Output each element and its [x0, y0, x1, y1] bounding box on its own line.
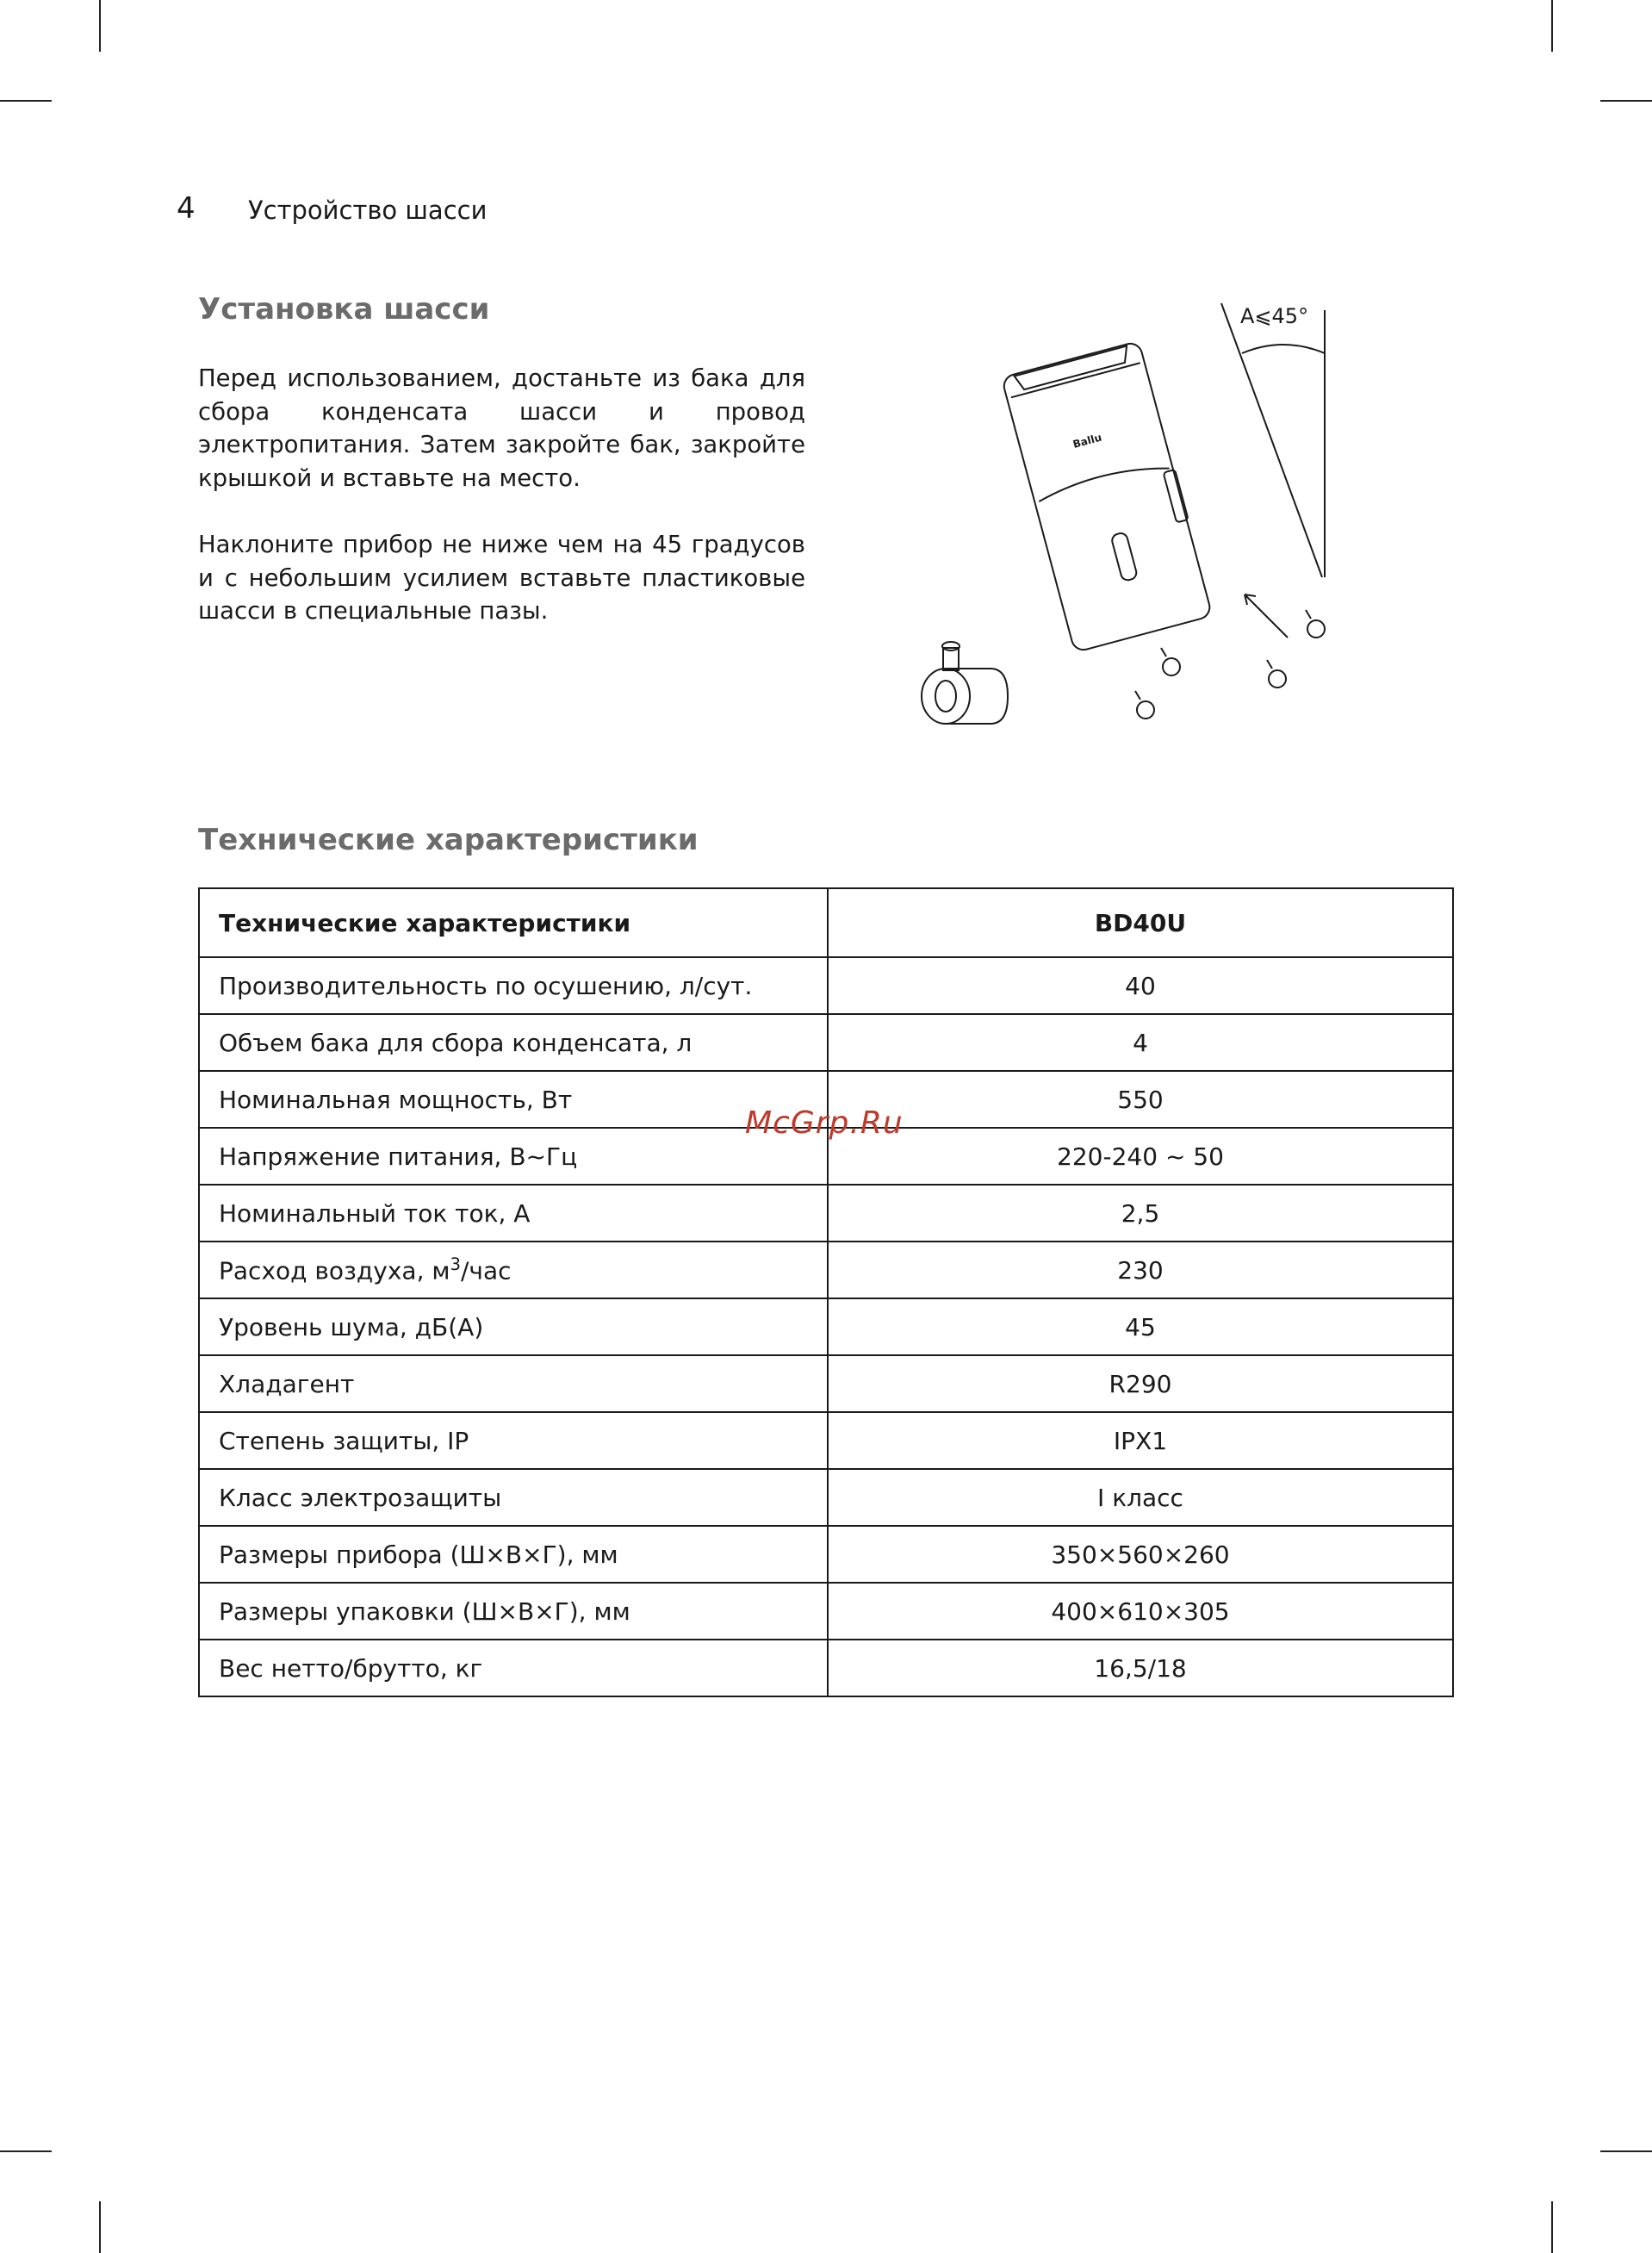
crop-mark — [99, 0, 101, 52]
table-row — [199, 1640, 1453, 1696]
value-cell: 550 — [828, 1071, 1453, 1128]
value-cell: 2,5 — [828, 1185, 1453, 1242]
param-cell: Номинальная мощность, Вт — [199, 1071, 828, 1128]
caster-small-icon — [1135, 691, 1154, 719]
angle-arc — [1242, 345, 1325, 353]
table-row — [199, 1583, 1453, 1640]
install-paragraph-2: Наклоните прибор не ниже чем на 45 градусов и с небольшим усилием вставьте пластиковые шасси в специальные пазы. — [198, 531, 805, 625]
param-cell: Номинальный ток ток, А — [199, 1185, 828, 1242]
param-cell: Объем бака для сбора конденсата, л — [199, 1014, 828, 1071]
table-header-row — [199, 888, 1453, 957]
param-cell: Хладагент — [199, 1355, 828, 1412]
install-heading: Установка шасси — [198, 292, 490, 327]
param-cell: Размеры упаковки (Ш×В×Г), мм — [199, 1583, 828, 1640]
value-cell: I класс — [828, 1469, 1453, 1526]
param-cell: Класс электрозащиты — [199, 1469, 828, 1526]
value-cell: 16,5/18 — [828, 1640, 1453, 1696]
specs-table — [198, 887, 1454, 1697]
caster-small-icon — [1306, 610, 1325, 638]
angle-label: A⩽45° — [1240, 304, 1309, 328]
crop-mark — [1600, 100, 1652, 102]
param-superscript: 3 — [450, 1254, 461, 1275]
tilt-reference-line — [1221, 303, 1322, 577]
value-cell: IPX1 — [828, 1412, 1453, 1469]
install-paragraph-1: Перед использованием, достаньте из бака для сбора конденсата шасси и провод электропитания. Затем закройте бак, закройте крышкой и вставьте на место. — [198, 364, 805, 492]
caster-large-icon — [922, 642, 1008, 724]
value-cell: 4 — [828, 1014, 1453, 1071]
crop-mark — [1551, 0, 1553, 52]
value-cell: 40 — [828, 957, 1453, 1014]
value-cell: 230 — [828, 1242, 1453, 1298]
param-cell: Уровень шума, дБ(А) — [199, 1298, 828, 1355]
crop-mark — [1551, 2201, 1553, 2253]
table-row — [199, 1298, 1453, 1355]
param-cell: Производительность по осушению, л/сут. — [199, 957, 828, 1014]
crop-mark — [1600, 2150, 1652, 2152]
param-cell: Степень защиты, IP — [199, 1412, 828, 1469]
caster-small-icon — [1161, 648, 1180, 675]
value-cell: 220-240 ~ 50 — [828, 1128, 1453, 1185]
table-row — [199, 1526, 1453, 1583]
table-row — [199, 1014, 1453, 1071]
caster-small-icon — [1267, 660, 1286, 688]
param-text: Расход воздуха, м — [219, 1256, 450, 1285]
dehumidifier-body — [1002, 340, 1214, 652]
insert-arrow — [1245, 594, 1288, 638]
table-row — [199, 957, 1453, 1014]
value-cell: 45 — [828, 1298, 1453, 1355]
value-cell: R290 — [828, 1355, 1453, 1412]
running-header: Устройство шасси — [248, 196, 488, 225]
brand-label: Ballu — [1071, 431, 1103, 451]
crop-mark — [0, 2150, 52, 2152]
table-row — [199, 1185, 1453, 1242]
page-number: 4 — [177, 191, 196, 226]
table-row — [199, 1469, 1453, 1526]
value-cell: 350×560×260 — [828, 1526, 1453, 1583]
header-param: Технические характеристики — [199, 888, 828, 957]
specs-heading: Технические характеристики — [198, 823, 699, 857]
value-cell: 400×610×305 — [828, 1583, 1453, 1640]
param-cell: Размеры прибора (Ш×В×Г), мм — [199, 1526, 828, 1583]
param-cell: Напряжение питания, В~Гц — [199, 1128, 828, 1185]
param-cell: Вес нетто/брутто, кг — [199, 1640, 828, 1696]
header-model: BD40U — [828, 888, 1453, 957]
table-row — [199, 1355, 1453, 1412]
param-cell — [199, 1242, 828, 1298]
table-row — [199, 1242, 1453, 1298]
watermark: McGrp.Ru — [745, 1105, 904, 1141]
table-row — [199, 1412, 1453, 1469]
param-text-tail: /час — [460, 1256, 512, 1285]
crop-mark — [0, 100, 52, 102]
crop-mark — [99, 2201, 101, 2253]
chassis-install-illustration — [887, 293, 1369, 741]
